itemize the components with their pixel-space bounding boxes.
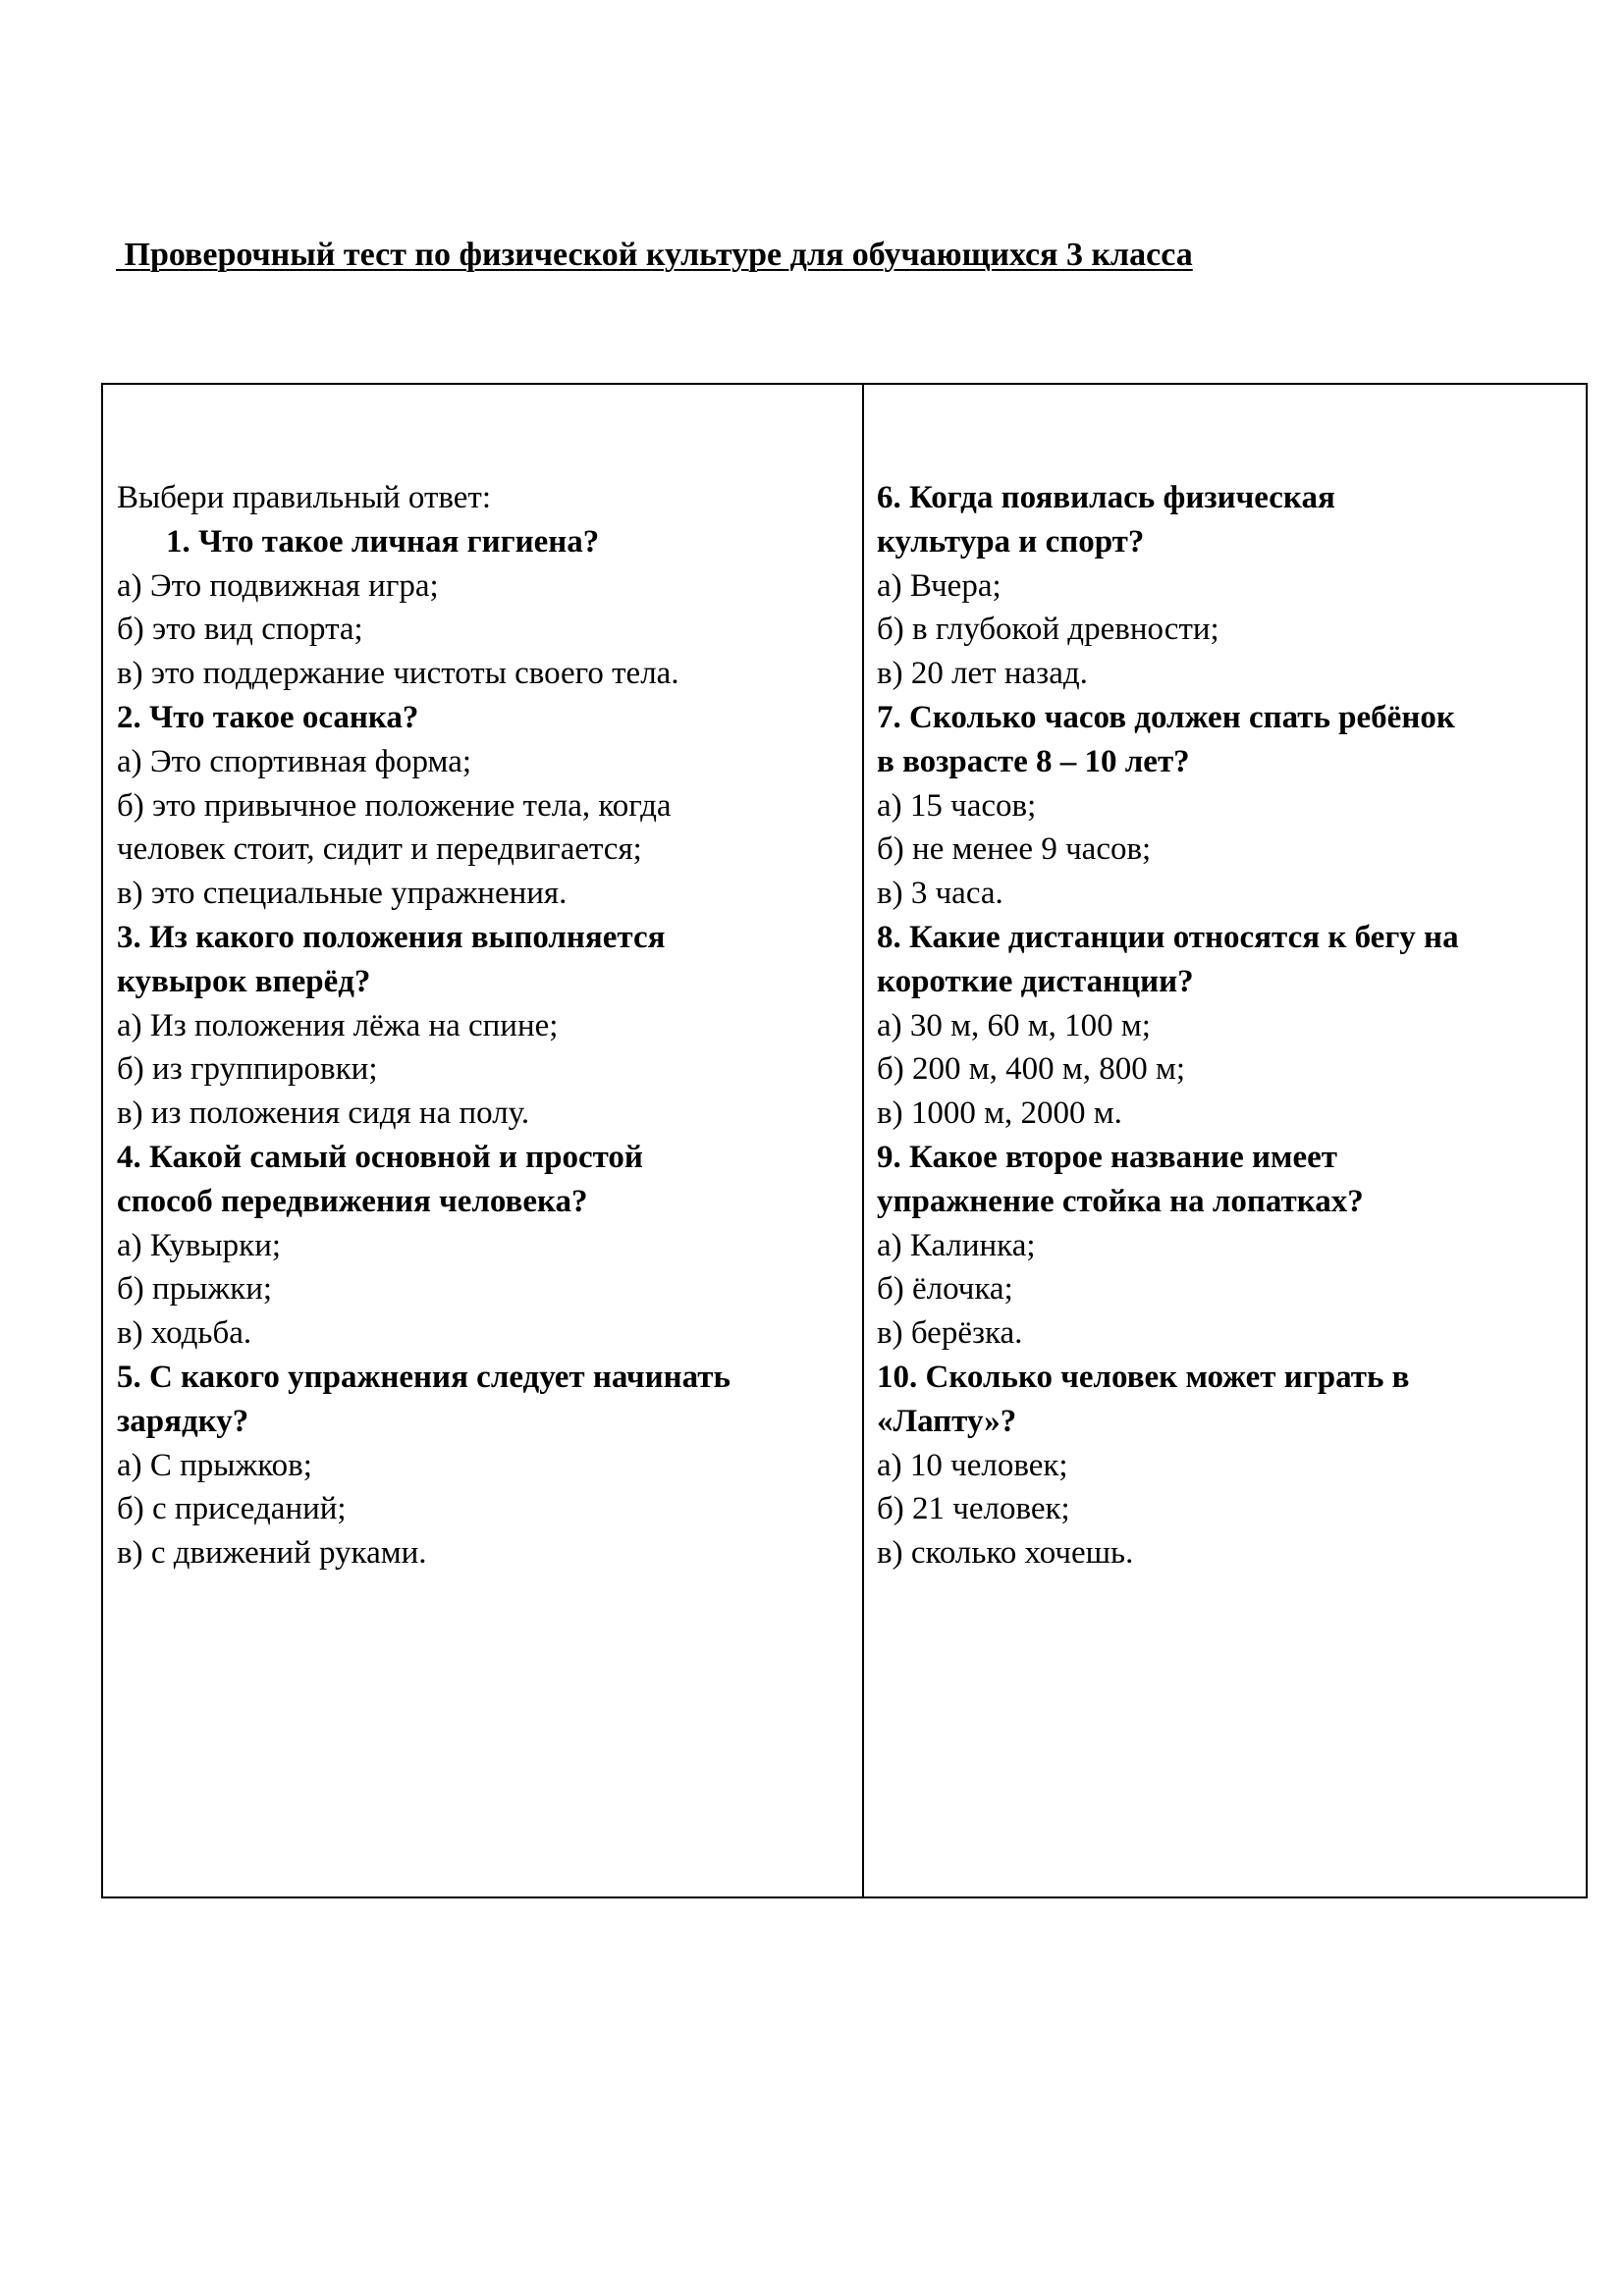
question-text: 1. Что такое личная гигиена? xyxy=(166,523,600,560)
answer-option: в) 1000 м, 2000 м. xyxy=(877,1095,1122,1132)
answer-option: б) в глубокой древности; xyxy=(877,612,1219,648)
answer-option: б) ёлочка; xyxy=(877,1271,1013,1308)
instruction: Выбери правильный ответ: xyxy=(117,480,492,515)
question-text: способ передвижения человека? xyxy=(117,1183,588,1219)
answer-option: в) с движений руками. xyxy=(117,1535,427,1572)
test-table xyxy=(101,383,1588,1898)
question-block xyxy=(877,476,1576,696)
answer-option: б) это вид спорта; xyxy=(117,612,363,648)
answer-option: а) 10 человек; xyxy=(877,1447,1068,1483)
answer-option: а) Из положения лёжа на спине; xyxy=(117,1007,559,1043)
left-column xyxy=(117,476,853,1575)
answer-option: а) 15 часов; xyxy=(877,787,1037,824)
answer-option: в) берёзка. xyxy=(877,1315,1023,1352)
answer-option: б) с приседаний; xyxy=(117,1491,347,1527)
question-block xyxy=(877,1136,1576,1356)
answer-option: в) это специальные упражнения. xyxy=(117,876,568,912)
answer-option: б) 21 человек; xyxy=(877,1491,1070,1527)
question-text: 9. Какое второе название имеет xyxy=(877,1139,1338,1175)
answer-option: а) Вчера; xyxy=(877,567,1001,604)
answer-option: в) 3 часа. xyxy=(877,876,1003,912)
question-text: упражнение стойка на лопатках? xyxy=(877,1183,1364,1219)
answer-option: б) это привычное положение тела, когда xyxy=(117,787,672,824)
answer-option: а) Калинка; xyxy=(877,1227,1036,1263)
answer-option: а) Это спортивная форма; xyxy=(117,743,472,779)
answer-option: б) из группировки; xyxy=(117,1051,378,1088)
question-text: 4. Какой самый основной и простой xyxy=(117,1139,643,1175)
question-block xyxy=(877,696,1576,916)
answer-option: человек стоит, сидит и передвигается; xyxy=(117,831,642,868)
page-title: Проверочный тест по физической культуре для обучающихся 3 класса xyxy=(116,237,1193,273)
question-text: культура и спорт? xyxy=(877,523,1145,560)
right-column xyxy=(877,476,1576,1575)
question-text: в возрасте 8 – 10 лет? xyxy=(877,743,1190,779)
answer-option: а) 30 м, 60 м, 100 м; xyxy=(877,1007,1151,1043)
answer-option: б) прыжки; xyxy=(117,1271,273,1308)
answer-option: в) это поддержание чистоты своего тела. xyxy=(117,656,679,692)
question-text: зарядку? xyxy=(117,1403,249,1439)
answer-option: б) не менее 9 часов; xyxy=(877,831,1152,868)
answer-option: в) 20 лет назад. xyxy=(877,656,1088,692)
question-block xyxy=(117,1136,853,1356)
question-text: кувырок вперёд? xyxy=(117,963,371,999)
question-text: «Лапту»? xyxy=(877,1403,1017,1439)
question-block xyxy=(877,1356,1576,1575)
answer-option: а) С прыжков; xyxy=(117,1447,312,1483)
answer-option: б) 200 м, 400 м, 800 м; xyxy=(877,1051,1186,1088)
question-block xyxy=(117,520,853,696)
answer-option: в) ходьба. xyxy=(117,1315,252,1352)
question-block xyxy=(877,916,1576,1136)
question-text: 3. Из какого положения выполняется xyxy=(117,919,666,955)
question-text: короткие дистанции? xyxy=(877,963,1194,999)
answer-option: а) Это подвижная игра; xyxy=(117,567,439,604)
question-block xyxy=(117,696,853,916)
answer-option: а) Кувырки; xyxy=(117,1227,282,1263)
question-block xyxy=(117,1356,853,1575)
answer-option: в) сколько хочешь. xyxy=(877,1535,1134,1572)
answer-option: в) из положения сидя на полу. xyxy=(117,1095,530,1132)
question-text: 10. Сколько человек может играть в xyxy=(877,1359,1410,1395)
question-block xyxy=(117,916,853,1136)
question-text: 2. Что такое осанка? xyxy=(117,699,419,735)
question-text: 5. С какого упражнения следует начинать xyxy=(117,1359,731,1395)
column-divider xyxy=(862,385,864,1896)
question-text: 6. Когда появилась физическая xyxy=(877,480,1335,515)
question-text: 8. Какие дистанции относятся к бегу на xyxy=(877,919,1459,955)
question-text: 7. Сколько часов должен спать ребёнок xyxy=(877,699,1455,735)
